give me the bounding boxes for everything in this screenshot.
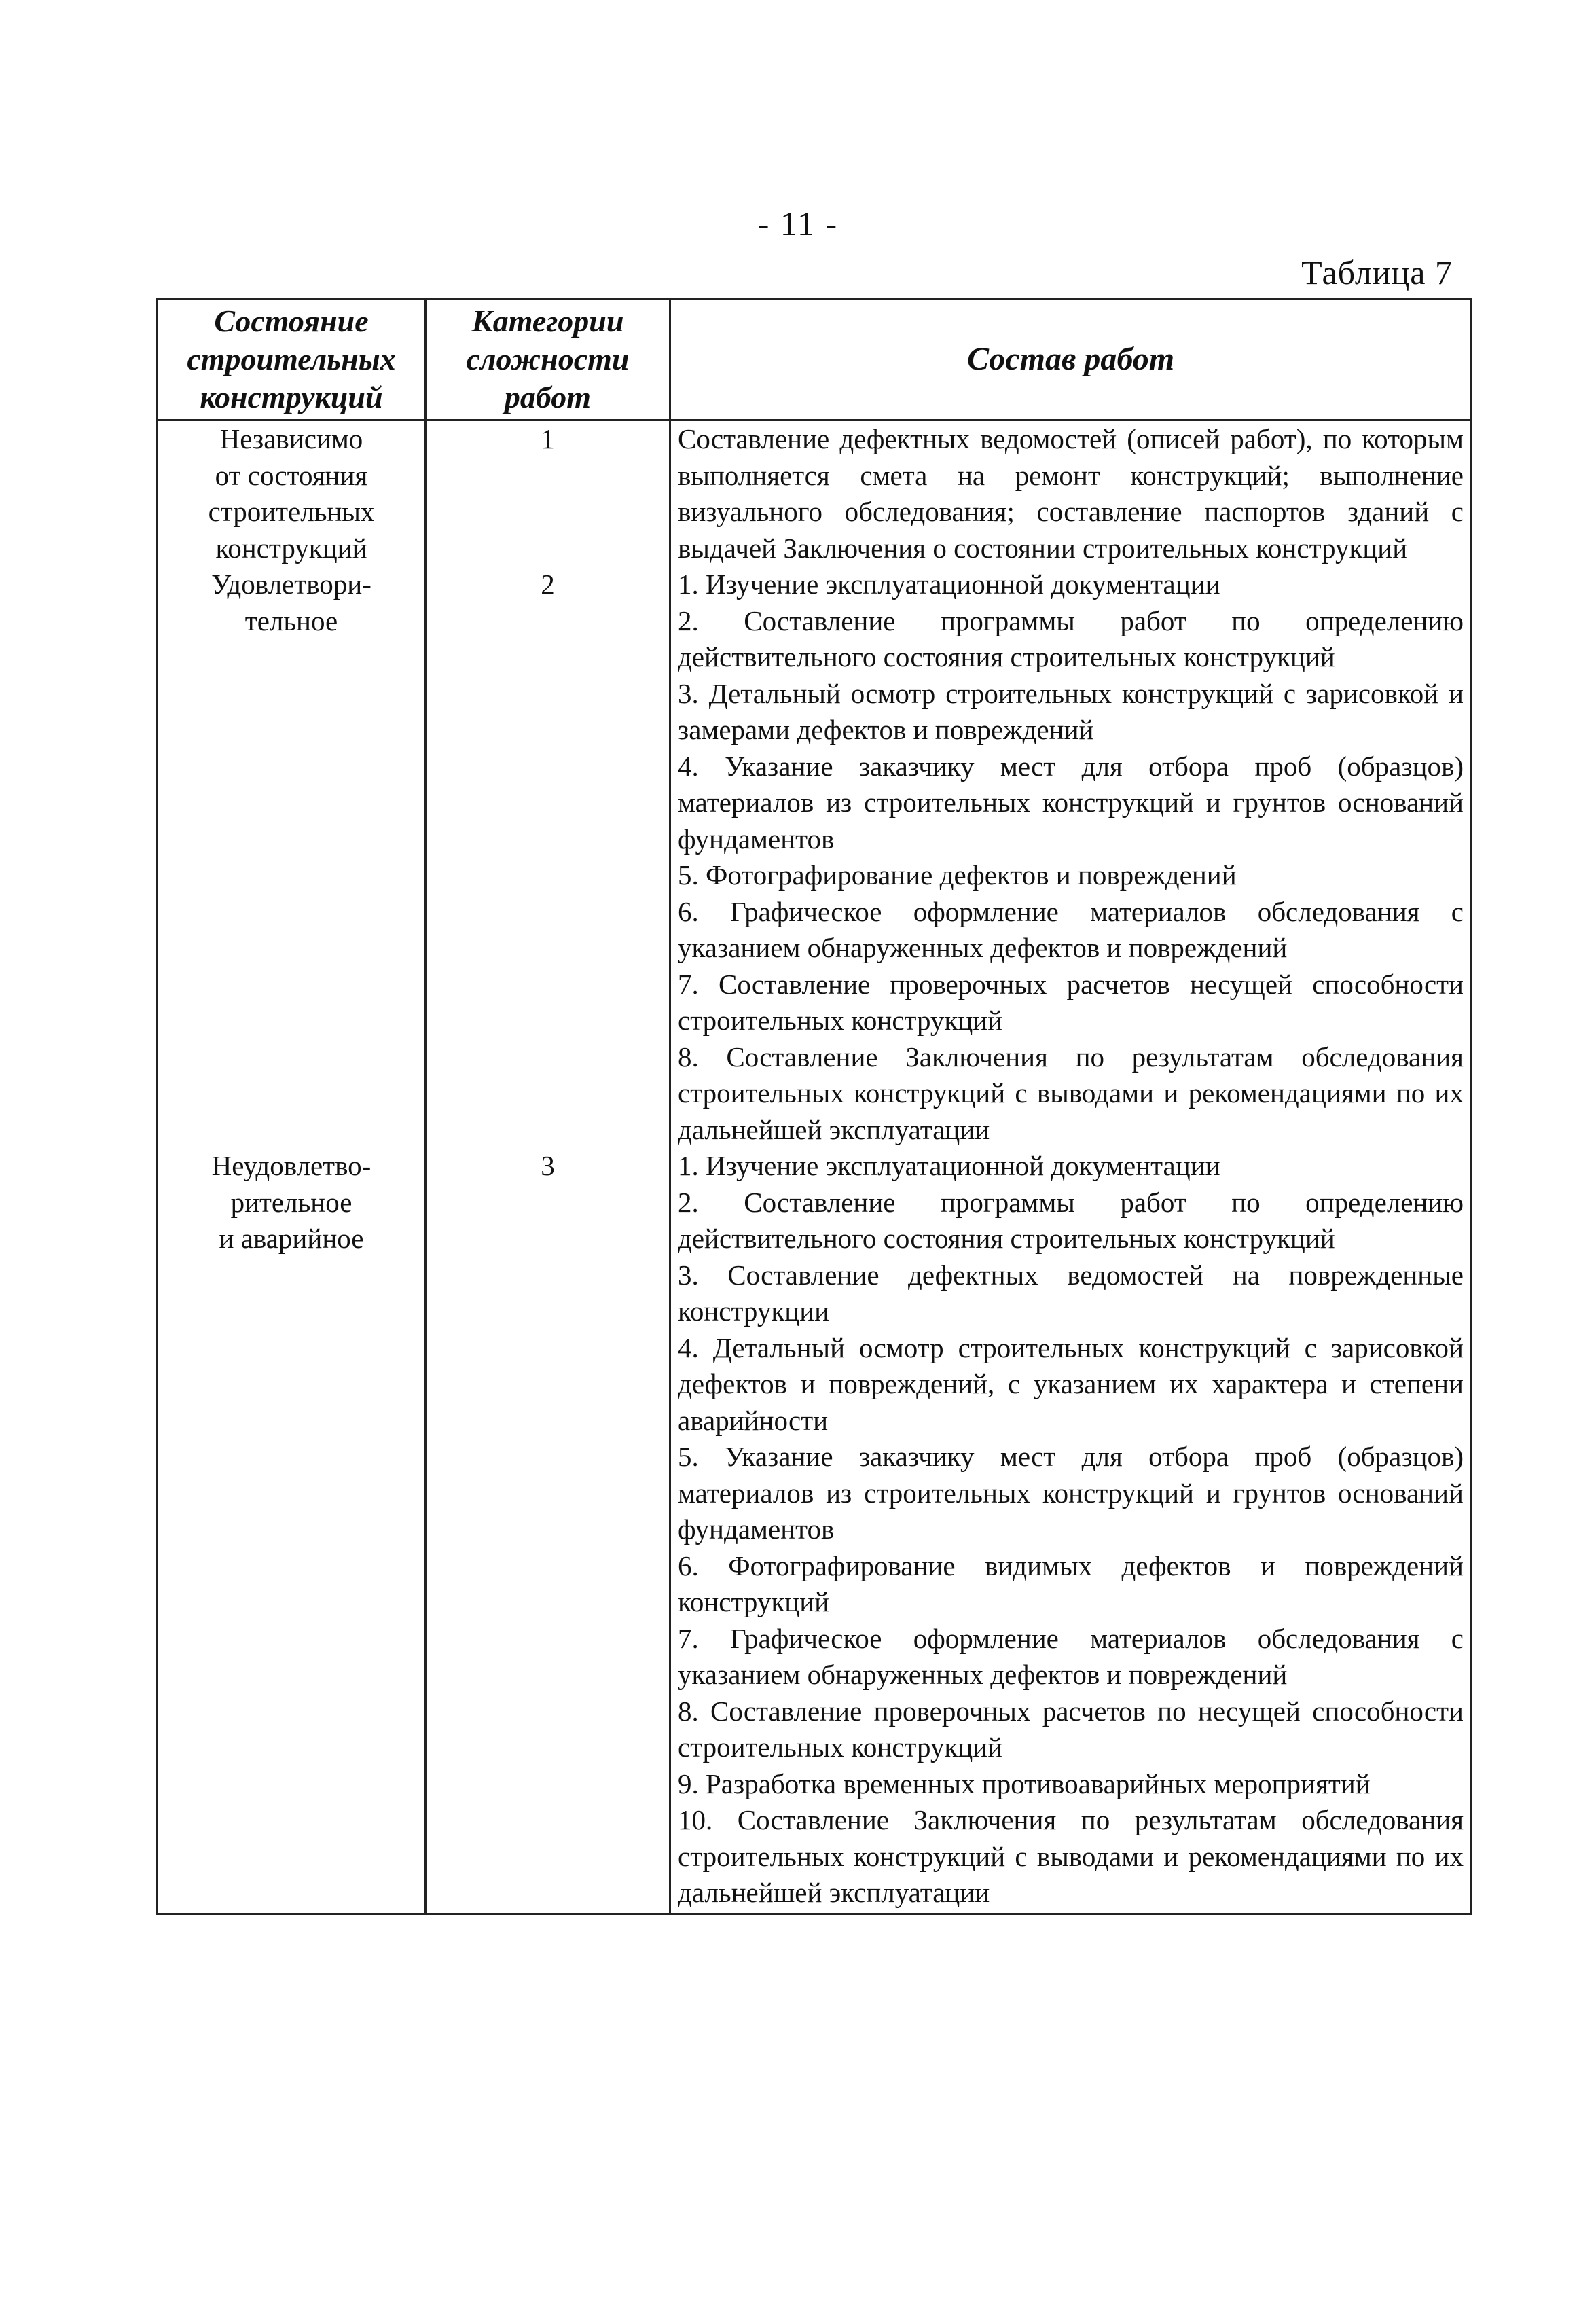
category-cell: 2 (426, 567, 670, 1148)
category-cell: 1 (426, 420, 670, 567)
works-table (156, 298, 1472, 1915)
work-item: 3. Детальный осмотр строительных конструкций с зарисовкой и замерами дефектов и повреждений (678, 677, 1464, 745)
table-row (158, 1148, 1472, 1914)
state-text: Неудовлетво- рительное и аварийное (211, 1150, 371, 1254)
header-category: Категории сложности работ (426, 299, 670, 420)
work-item: 6. Фотографирование видимых дефектов и повреждений конструкций (678, 1549, 1464, 1617)
table-label: Таблица 7 (1301, 253, 1453, 291)
state-text: Удовлетвори- тельное (211, 569, 371, 636)
table-body (158, 420, 1472, 1914)
work-item: 10. Составление Заключения по результатам обследования строительных конструкций с выводами и рекомендациями по их дальнейшей эксплуатации (678, 1804, 1464, 1908)
work-item: 1. Изучение эксплуатационной документации (678, 1150, 1220, 1181)
work-item: 2. Составление программы работ по определению действительного состояния строительных конструкций (678, 1186, 1464, 1254)
work-item: 5. Фотографирование дефектов и повреждений (678, 859, 1237, 891)
work-item: 7. Составление проверочных расчетов несущей способности строительных конструкций (678, 968, 1464, 1036)
work-item: 8. Составление проверочных расчетов по несущей способности строительных конструкций (678, 1695, 1464, 1763)
table-row (158, 420, 1472, 567)
state-cell (158, 1148, 426, 1914)
table-header-row (158, 299, 1472, 420)
works-cell (670, 1148, 1472, 1914)
works-cell (670, 420, 1472, 567)
work-item: 7. Графическое оформление материалов обследования с указанием обнаруженных дефектов и повреждений (678, 1622, 1464, 1690)
state-cell (158, 420, 426, 567)
work-item: 4. Указание заказчику мест для отбора проб (образцов) материалов из строительных конструкций и грунтов оснований фундаментов (678, 750, 1464, 855)
page-number: - 11 - (757, 204, 839, 243)
works-cell (670, 567, 1472, 1148)
work-item: 6. Графическое оформление материалов обследования с указанием обнаруженных дефектов и повреждений (678, 895, 1464, 963)
work-item: 2. Составление программы работ по определению действительного состояния строительных конструкций (678, 605, 1464, 672)
category-cell: 3 (426, 1148, 670, 1914)
state-cell (158, 567, 426, 1148)
work-item: 9. Разработка временных противоаварийных мероприятий (678, 1767, 1371, 1799)
work-item: 8. Составление Заключения по результатам обследования строительных конструкций с выводами и рекомендациями по их дальнейшей эксплуатации (678, 1041, 1464, 1145)
work-item: 1. Изучение эксплуатационной документации (678, 569, 1220, 600)
header-works: Состав работ (670, 299, 1472, 420)
table-row (158, 567, 1472, 1148)
work-item: Составление дефектных ведомостей (описей работ), по которым выполняется смета на ремонт конструкций; выполнение визуального обследования; составление паспортов зданий с выдачей Заключения о состоянии строительных конструкций (678, 423, 1464, 564)
state-text: Независимо от состояния строительных конструкций (208, 423, 375, 564)
work-item: 3. Составление дефектных ведомостей на поврежденные конструкции (678, 1259, 1464, 1327)
work-item: 5. Указание заказчику мест для отбора проб (образцов) материалов из строительных конструкций и грунтов оснований фундаментов (678, 1441, 1464, 1545)
header-state: Состояние строительных конструкций (158, 299, 426, 420)
work-item: 4. Детальный осмотр строительных конструкций с зарисовкой дефектов и повреждений, с указанием их характера и степени аварийности (678, 1331, 1464, 1436)
